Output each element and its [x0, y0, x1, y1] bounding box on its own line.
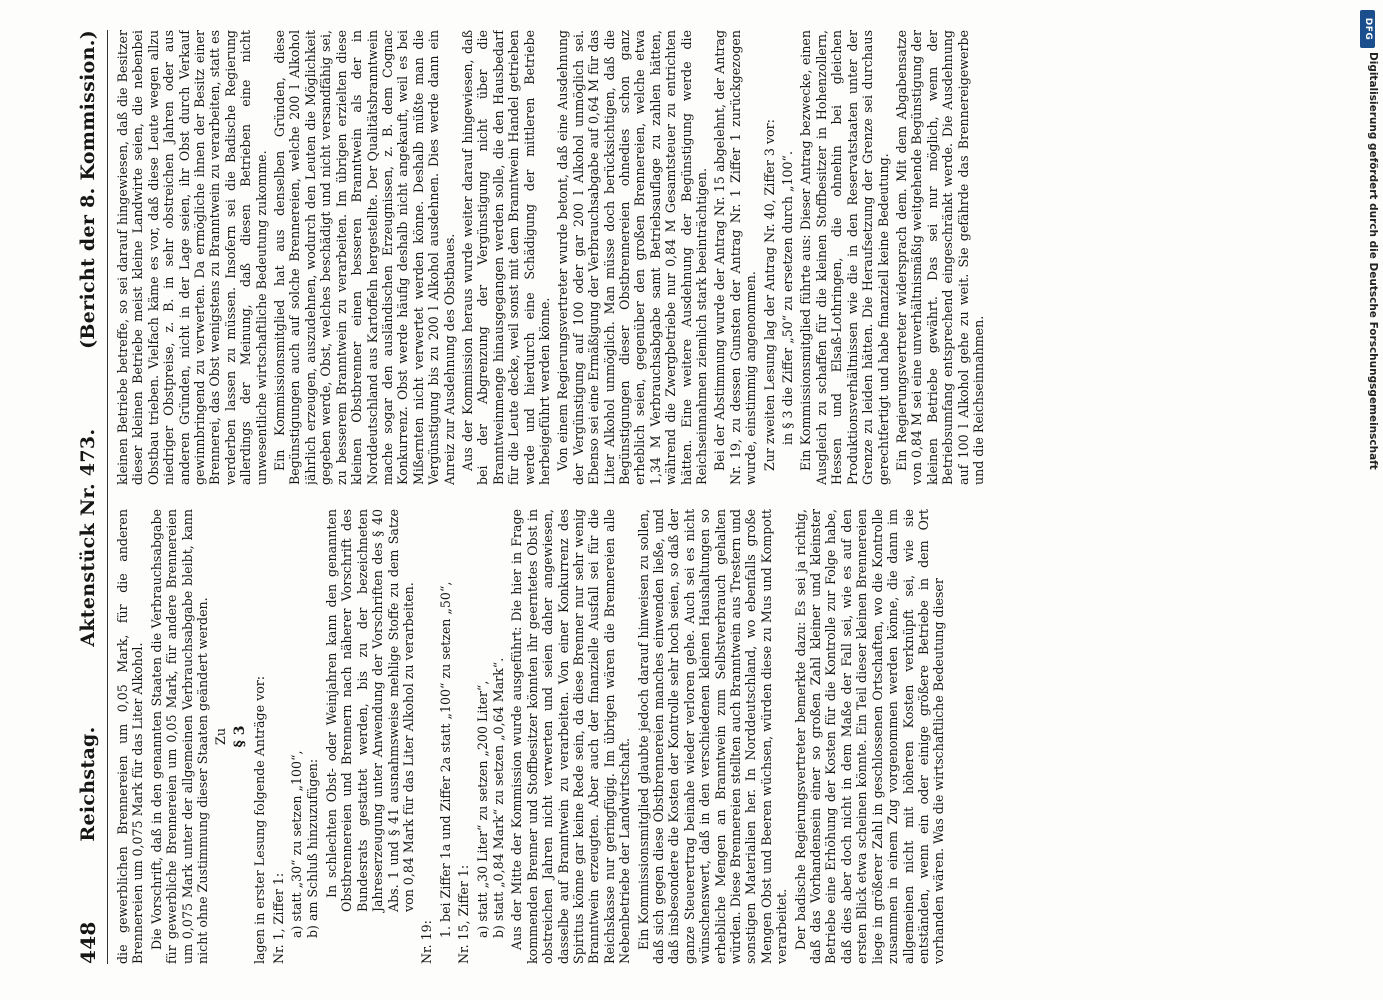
paragraph: Bei der Abstimmung wurde der Antrag Nr. 15 abgelehnt, der Antrag Nr. 19, zu dessen Gunsten der Antrag Nr. 1 Ziffer 1 zurückgezogen wurde, einstimmig angenommen. [712, 30, 759, 485]
paragraph: Ein Kommissionsmitglied führte aus: Dieser Antrag bezwecke, einen Ausgleich zu schaffen für die kleinen Stoffbesitzer in Hohenzollern, Hessen und Elsaß-Lothringen, die ohnehin bei gleichen Produktionsverhältnissen wie die in den Reservatstaaten unter der Grenze zu leiden hätten. Die Heraufsetzung der Grenze sei durchaus gerechtfertigt und habe finanziell keine Bedeutung. [798, 30, 891, 485]
paragraph: Ein Kommissionsmitglied glaubte jedoch darauf hinweisen zu sollen, daß sich gegen diese Obstbrennereien manches einwenden ließe, und daß insbesondere die Kosten der Kontrolle sehr hoch seien, so daß der ganze Steuerertrag beinahe wieder verloren gehe. Auch sei es nicht wünschenswert, daß in den verschiedenen kleinen Haushaltungen so erhebliche Mengen an Branntwein zum Selbstverbrauch gehalten würden. Diese Brennereien stellten auch Branntwein aus Trestern und sonstigen Materialien her. In Norddeutschland, wo ebenfalls große Mengen Obst und Beeren wüchsen, würden diese zu Mus und Kompott verarbeitet. [635, 509, 790, 964]
list-item: a) statt „30“ zu setzen „100“, [289, 750, 305, 938]
motion-heading: Nr. 15, Ziffer 1: [456, 864, 472, 964]
rotated-document-page [71, 22, 1293, 972]
paragraph: kleinen Betriebe betreffe, so sei darauf hingewiesen, daß die Besitzer dieser kleinen Betriebe meist kleine Landwirte seien, die nebenbei Obstbau trieben. Vielfach käme es vor, daß diese Leute wegen allzu niedriger Obstpreise, z. B. in sehr obstreichen Jahren oder aus anderen Gründen, nicht in der Lage seien, ihr Obst durch Verkauf gewinnbringend zu verwerten. Da ermögliche ihnen der Besitz einer Brennerei, das Obst wenigstens zu Branntwein zu verarbeiten, statt es verderben lassen zu müssen. Insofern sei die Badische Regierung allerdings der Meinung, daß diesen Betrieben eine nicht unwesentliche wirtschaftliche Bedeutung zukomme. [115, 30, 269, 485]
list-item: a) statt „30 Liter“ zu setzen „200 Liter“, [474, 680, 490, 938]
motion-list [289, 509, 321, 964]
list-item: b) am Schluß hinzuzufügen: [305, 758, 321, 938]
dfg-logo-text: DFG [1362, 17, 1373, 41]
dfg-logo [1360, 10, 1375, 48]
motion-heading: Nr. 19: [419, 920, 435, 964]
list-item: b) statt „0,84 Mark“ zu setzen „0,64 Mark“. [490, 657, 506, 938]
right-column [115, 30, 1285, 485]
header-rule [107, 30, 108, 964]
digitization-credit: Digitalisierung gefördert durch die Deutsche Forschungsgemeinschaft [1367, 52, 1379, 470]
left-column [115, 509, 1285, 964]
paragraph: lagen in erster Lesung folgende Anträge vor: [252, 675, 268, 964]
paragraph: Zur zweiten Lesung lag der Antrag Nr. 40, Ziffer 3 vor: [761, 119, 777, 471]
motion-list [475, 509, 507, 964]
paragraph: Ein Kommissionsmitglied hat aus denselben Gründen, diese Begünstigungen auch auf solche Brennereien, welche 200 l Alkohol jährlich erzeugen, auszudehnen, wodurch den Leuten die Möglichkeit gegeben werde, Obst, welches beschädigt und nicht versandfähig sei, zu besserem Branntwein zu verarbeiten. Im übrigen erzielten diese kleinen Obstbrenner einen besseren Branntwein als der in Norddeutschland aus Kartoffeln hergestellte. Der Qualitätsbranntwein mache sogar den ausländischen Erzeugnissen, z. B. dem Cognac Konkurrenz. Obst werde häufig deshalb nicht angekauft, weil es bei Mißernten nicht verwertet werden könne. Deshalb müßte man die Vergünstigung bis zu 200 l Alkohol ausdehnen. Dies werde dann ein Anreiz zur Ausdehnung des Obstbaues. [272, 30, 457, 485]
quoted-amendment: in § 3 die Ziffer „50“ zu ersetzen durch „100“. [780, 151, 796, 445]
paragraph: Aus der Kommission heraus wurde weiter darauf hingewiesen, daß bei der Abgrenzung der Vergünstigung nicht über die Branntweinmenge hinausgegangen werden solle, die den Hausbedarf für die Leute decke, weil sonst mit dem Branntwein Handel getrieben werde und hierdurch eine Schädigung der mittleren Betriebe herbeigeführt werden könne. [459, 30, 552, 485]
page-number: 448 [76, 921, 100, 964]
header-left: Reichstag. [77, 726, 99, 842]
motion-list [438, 509, 453, 964]
header-middle: Aktenstück Nr. 473. [77, 428, 99, 647]
paragraph: Ein Regierungsvertreter widersprach dem. Mit dem Abgabensatze von 0,84 M sei eine unverhältnismäßig weitgehende Begünstigung der kleinen Betriebe gewährt. Das sei nur möglich, wenn der Betriebsumfang entsprechend eingeschränkt werde. Die Ausdehnung auf 100 l Alkohol gehe zu weit. Sie gefährde das Brennereigewerbe und die Reichseinnahmen. [893, 30, 986, 485]
list-item: 1. bei Ziffer 1a und Ziffer 2a statt „100“ zu setzen „50“, [437, 581, 453, 938]
motion-heading: Nr. 1, Ziffer 1: [270, 872, 286, 964]
paragraph: Aus der Mitte der Kommission wurde ausgeführt: Die hier in Frage kommenden Brenner und Stoffbesitzer könnten ihr geerntetes Obst in obstreichen Jahren nicht verwerten und seien daher angewiesen, dasselbe auf Branntwein zu verarbeiten. Von einer Konkurrenz des Spiritus könne gar keine Rede sein, da diese Brenner nur sehr wenig Branntwein erzeugten. Aber auch der finanzielle Ausfall sei für die Reichskasse nur geringfügig. Im übrigen wären die Brennereien alle Nebenbetriebe der Landwirtschaft. [509, 509, 633, 964]
paragraph: die gewerblichen Brennereien um 0,05 Mark, für die anderen Brennereien um 0,075 Mark für das Liter Alkohol. [115, 509, 146, 964]
paragraph: Der badische Regierungsvertreter bemerkte dazu: Es sei ja richtig, daß das Vorhandensein einer so großen Zahl kleiner und kleinster Betriebe eine Erhöhung der Kosten für die Kontrolle zur Folge habe, daß dies aber doch nicht in dem Maße der Fall sei, wie es auf den ersten Blick etwa scheinen könnte. Ein Teil dieser kleinen Brennereien liege in größerer Zahl in geschlossenen Ortschaften, wo die Kontrolle zusammen in einem Zug vorgenommen werden könne, die dann im allgemeinen nicht mit höheren Kosten verknüpft sei, wie sie entständen, wenn ein oder einige größere Betriebe in dem Ort vorhanden wären. Was die wirtschaftliche Bedeutung dieser [792, 509, 947, 964]
paragraph: Von einem Regierungsvertreter wurde betont, daß eine Ausdehnung der Vergünstigung auf 100 oder gar 200 l Alkohol unmöglich sei. Ebenso sei eine Ermäßigung der Verbrauchsabgabe auf 0,64 M für das Liter Alkohol unmöglich. Man müsse doch berücksichtigen, daß die Begünstigungen dieser Obstbrennereien ohnedies schon ganz erheblich seien, gegenüber den großen Brennereien, welche etwa 1,34 M Verbrauchsabgabe samt Betriebsauflage zu zahlen hätten, während die Zwergbetriebe nur 0,84 M Gesamtsteuer zu entrichten hätten. Eine weitere Ausdehnung der Begünstigung werde die Reichseinnahmen ziemlich stark beeinträchtigen. [555, 30, 710, 485]
zu-label: Zu [213, 728, 229, 745]
section-heading: § 3 [231, 725, 248, 748]
quoted-amendment: In schlechten Obst- oder Weinjahren kann den genannten Obstbrennereien und Brennern nach näherer Vorschrift des Bundesrats gestattet werden, bis zu der bezeichneten Jahreserzeugung unter Anwendung der Vorschriften des § 40 Abs. 1 und § 41 ausnahmsweise mehlige Stoffe zu dem Satze von 0,84 Mark für das Liter Alkohol zu verarbeiten. [323, 509, 416, 912]
running-header [71, 30, 105, 964]
paragraph: Die Vorschrift, daß in den genannten Staaten die Verbrauchsabgabe für gewerbliche Brennereien um 0,05 Mark, für andere Brennereien um 0,075 Mark unter der allgemeinen Verbrauchsabgabe bleibt, kann nicht ohne Zustimmung dieser Staaten geändert werden. [148, 509, 211, 964]
header-right: (Bericht der 8. Kommission.) [77, 30, 99, 349]
